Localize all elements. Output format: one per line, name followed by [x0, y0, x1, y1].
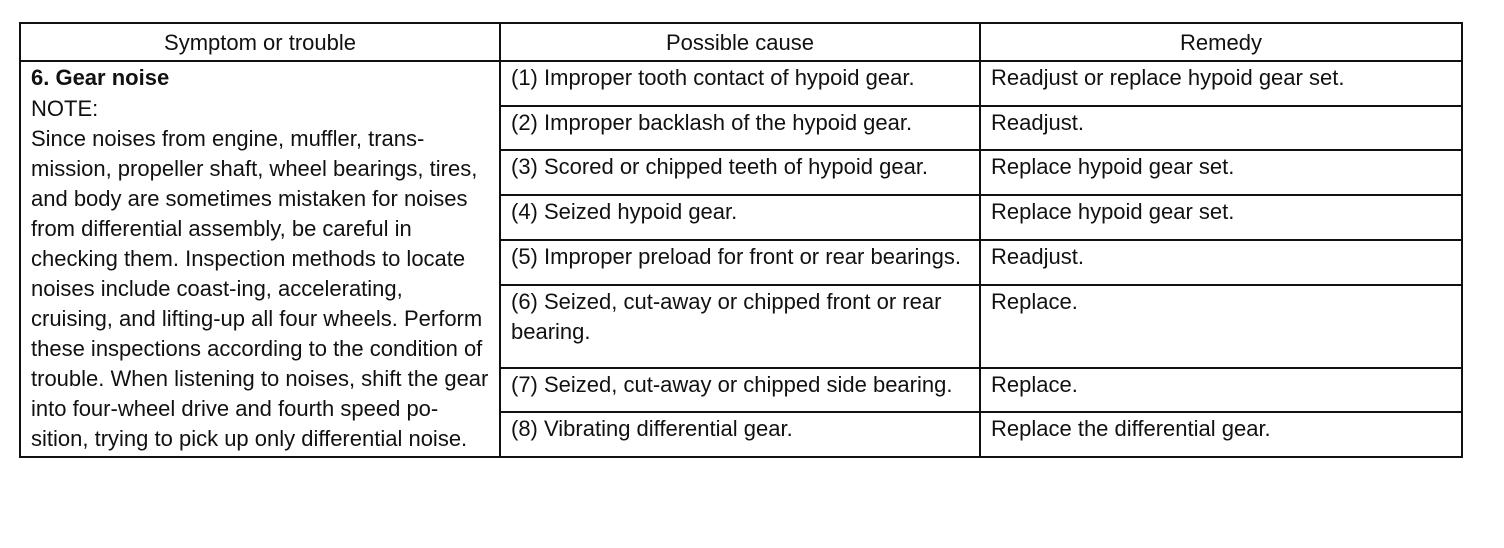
cause-cell: (7) Seized, cut-away or chipped side bearing.: [500, 368, 980, 413]
cause-cell: (6) Seized, cut-away or chipped front or rear bearing.: [500, 285, 980, 368]
symptom-cell: [20, 61, 500, 457]
remedy-cell: Replace.: [980, 368, 1462, 413]
cause-cell: (8) Vibrating differential gear.: [500, 412, 980, 457]
remedy-cell: Replace hypoid gear set.: [980, 195, 1462, 240]
header-row: [20, 23, 1462, 61]
note-label: NOTE:: [31, 96, 99, 121]
troubleshooting-table: [19, 22, 1463, 458]
remedy-cell: Readjust or replace hypoid gear set.: [980, 61, 1462, 106]
cause-cell: (3) Scored or chipped teeth of hypoid gear.: [500, 150, 980, 195]
header-remedy: Remedy: [980, 23, 1462, 61]
cause-cell: (2) Improper backlash of the hypoid gear.: [500, 106, 980, 151]
remedy-cell: Readjust.: [980, 106, 1462, 151]
cause-cell: (1) Improper tooth contact of hypoid gear.: [500, 61, 980, 106]
remedy-cell: Replace hypoid gear set.: [980, 150, 1462, 195]
cause-cell: (5) Improper preload for front or rear bearings.: [500, 240, 980, 285]
header-symptom: Symptom or trouble: [20, 23, 500, 61]
note-text: Since noises from engine, muffler, trans-mission, propeller shaft, wheel bearings, tires, and body are sometimes mistaken for noises from differential assembly, be careful in checking them. Inspection methods to locate noises include coast-ing, accelerating, cruising, and lifting-up all four wheels. Perform these inspections according to the condition of trouble. When listening to noises, shift the gear into four-wheel drive and fourth speed po-sition, trying to pick up only differential noise.: [31, 126, 489, 451]
remedy-cell: Readjust.: [980, 240, 1462, 285]
remedy-cell: Replace the differential gear.: [980, 412, 1462, 457]
symptom-title: 6. Gear noise: [31, 65, 170, 90]
table-row: [20, 61, 1462, 106]
header-possible-cause: Possible cause: [500, 23, 980, 61]
remedy-cell: Replace.: [980, 285, 1462, 368]
cause-cell: (4) Seized hypoid gear.: [500, 195, 980, 240]
